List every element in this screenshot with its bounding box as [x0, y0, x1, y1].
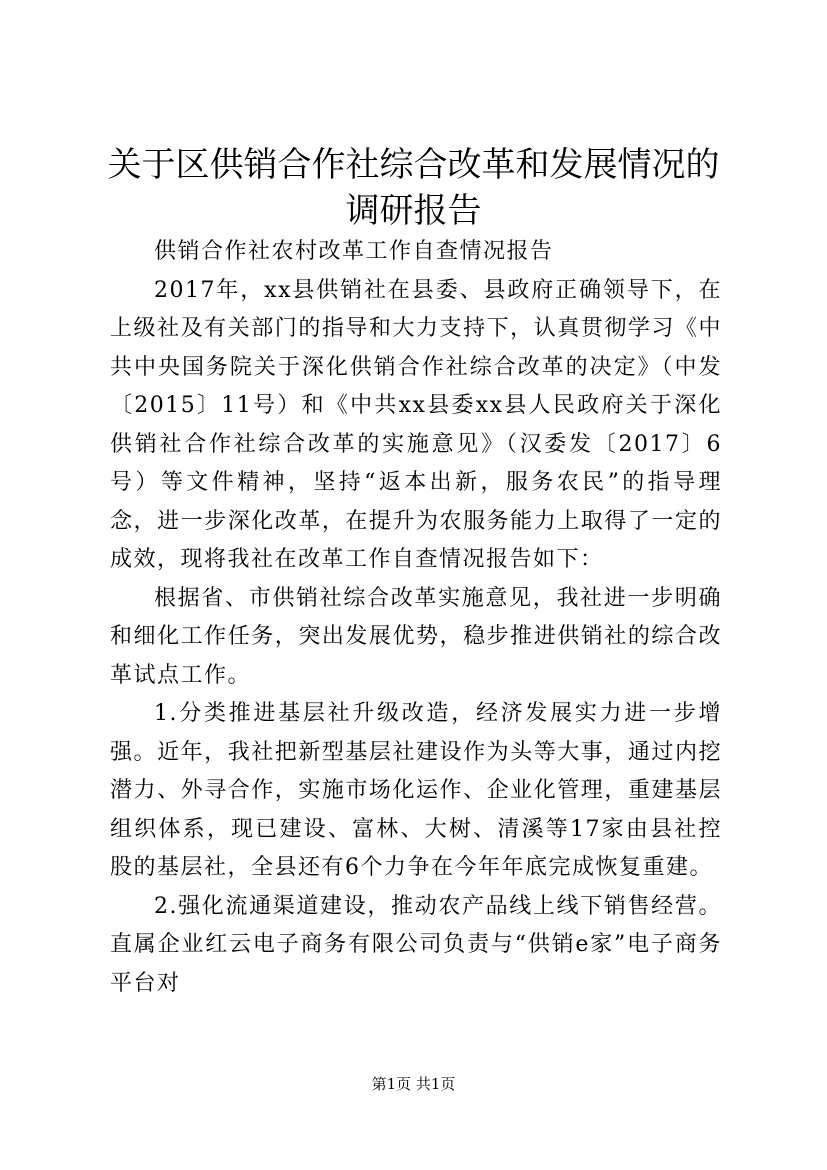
paragraph-overview: 根据省、市供销社综合改革实施意见，我社进一步明确和细化工作任务，突出发展优势，稳步推进供销社的综合改革试点工作。 [110, 585, 722, 688]
document-title: 关于区供销合作社综合改革和发展情况的调研报告 [107, 145, 720, 231]
paragraph-subtitle: 供销合作社农村改革工作自查情况报告 [154, 239, 554, 264]
page-footer: 第1页 共1页 [371, 1075, 456, 1093]
document-body [110, 233, 722, 1003]
paragraph-intro: 2017年，xx县供销社在县委、县政府正确领导下，在上级社及有关部门的指导和大力支持下，认真贯彻学习《中共中央国务院关于深化供销合作社综合改革的决定》（中发〔2015〕11号）和《中共xx县委xx县人民政府关于深化供销社合作社综合改革的实施意见》（汉委发〔2017〕6号）等文件精神，坚持“返本出新，服务农民”的指导理念，进一步深化改革，在提升为农服务能力上取得了一定的成效，现将我社在改革工作自查情况报告如下： [110, 277, 722, 572]
paragraph-item-2: 2.强化流通渠道建设，推动农产品线上线下销售经营。直属企业红云电子商务有限公司负责与“供销e家”电子商务平台对 [110, 893, 722, 996]
paragraph-item-1: 1.分类推进基层社升级改造，经济发展实力进一步增强。近年，我社把新型基层社建设作为头等大事，通过内挖潜力、外寻合作，实施市场化运作、企业化管理，重建基层组织体系，现已建设、富林、大树、清溪等17家由县社控股的基层社，全县还有6个力争在今年年底完成恢复重建。 [110, 701, 722, 880]
